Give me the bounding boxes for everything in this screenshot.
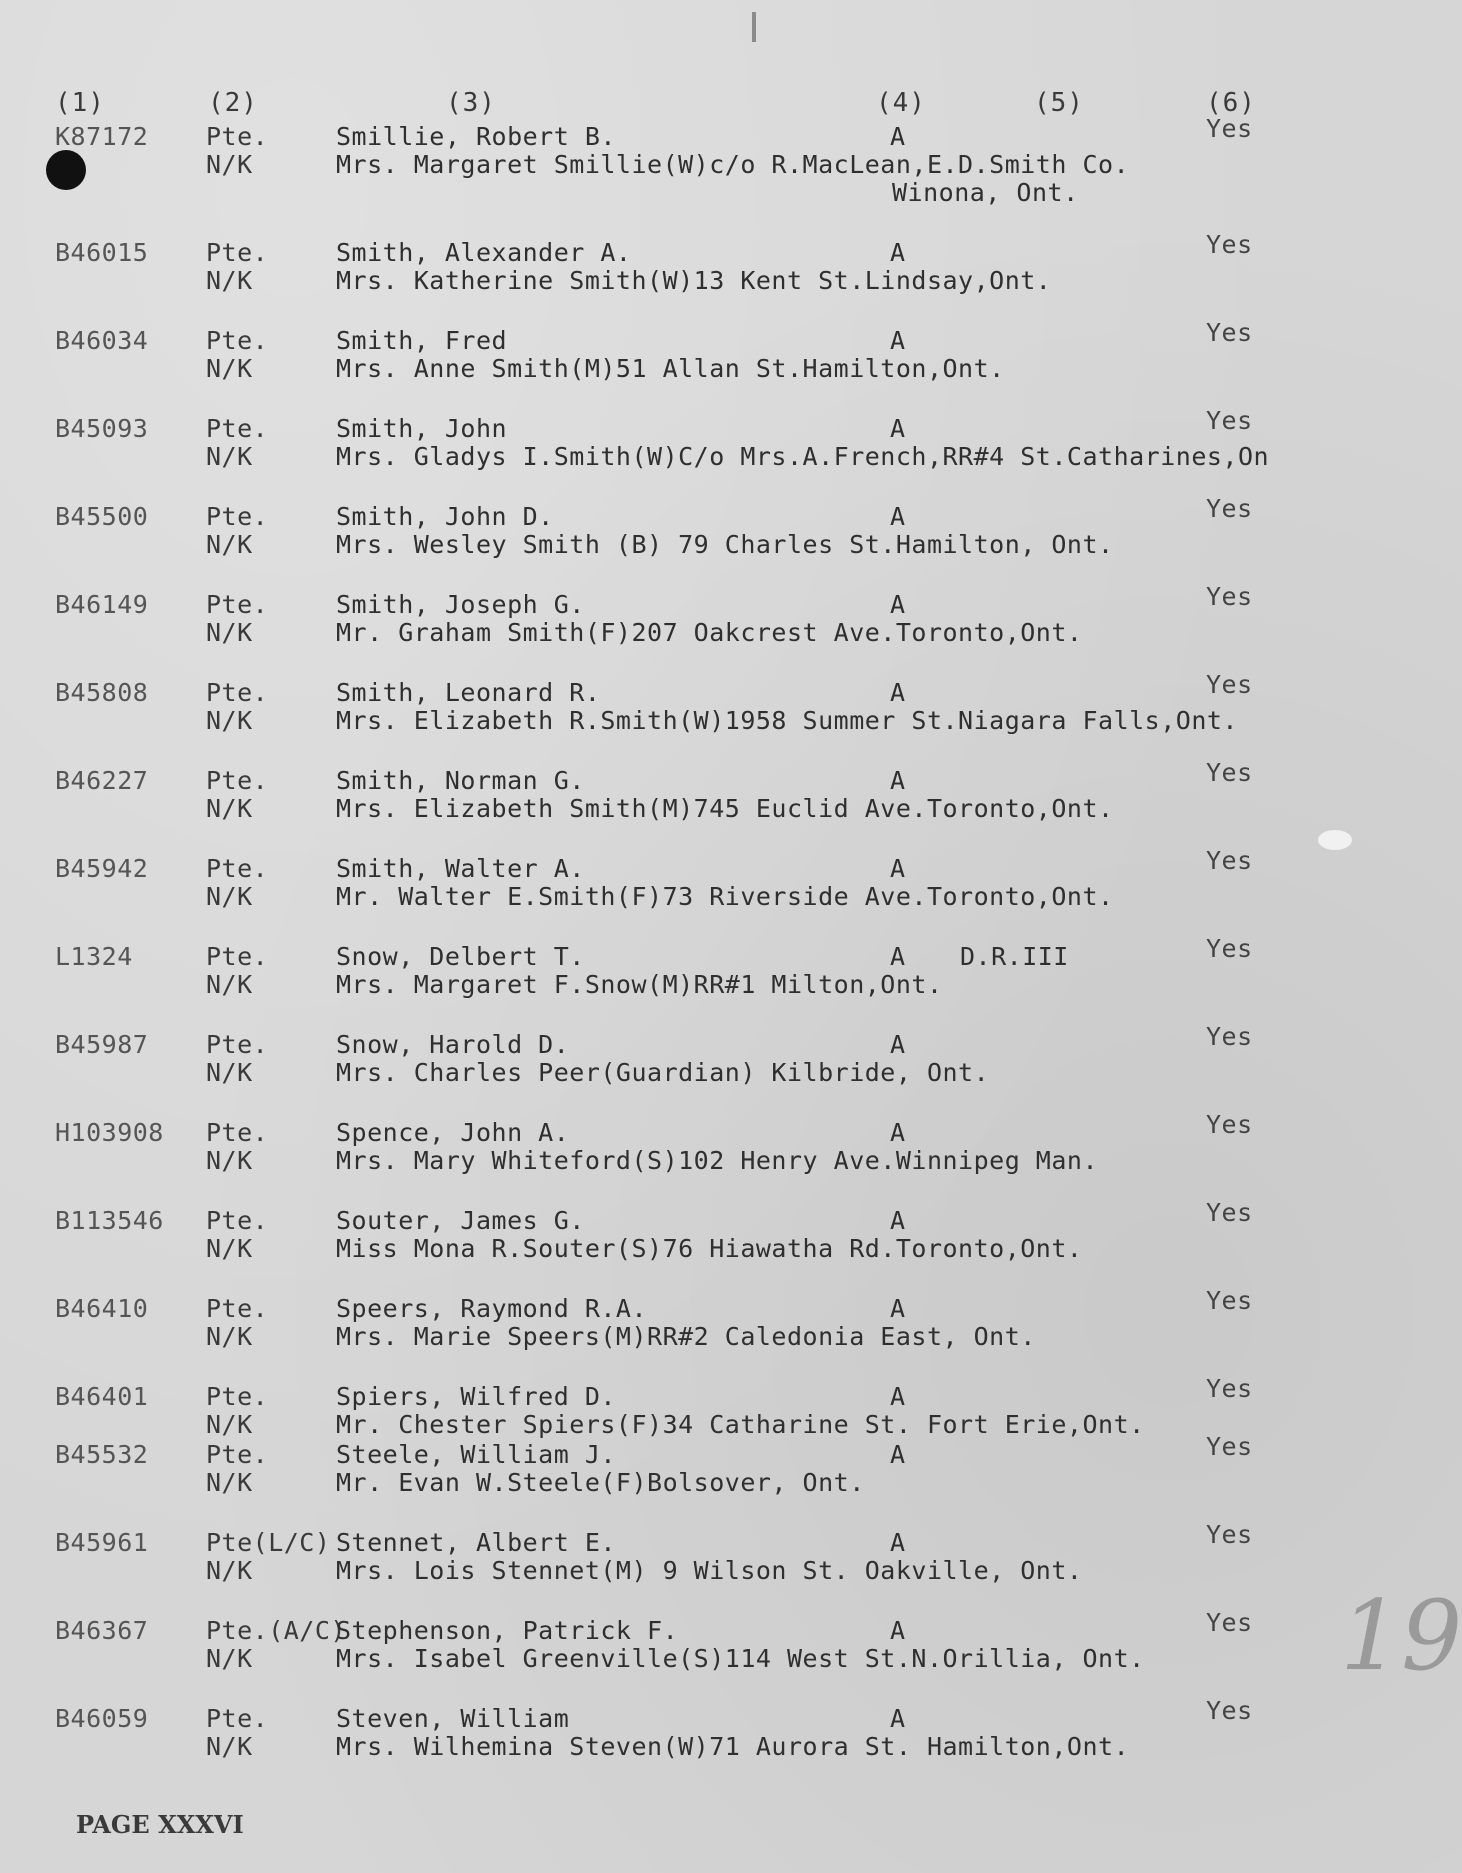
record-number: B46367 [55, 1616, 149, 1645]
record-name: Smith, Joseph G. [336, 590, 585, 619]
record-name: Smith, Alexander A. [336, 238, 632, 267]
record-kin-label: N/K [206, 354, 253, 383]
record-name: Stennet, Albert E. [336, 1528, 616, 1557]
record-rank: Pte.(A/C) [206, 1616, 346, 1645]
record-name: Steele, William J. [336, 1440, 616, 1469]
record-number: B46034 [55, 326, 149, 355]
record-row [0, 1432, 1422, 1510]
record-rank: Pte. [206, 1118, 269, 1147]
record-name: Souter, James G. [336, 1206, 585, 1235]
record-kin-label: N/K [206, 794, 253, 823]
record-kin-label: N/K [206, 970, 253, 999]
record-status: Yes [1206, 494, 1253, 523]
record-category: A [890, 1118, 906, 1147]
record-name: Smith, Norman G. [336, 766, 585, 795]
record-name: Smillie, Robert B. [336, 122, 616, 151]
record-name: Stephenson, Patrick F. [336, 1616, 679, 1645]
record-category: A [890, 1528, 906, 1557]
record-row [0, 230, 1422, 308]
record-row [0, 1110, 1422, 1188]
record-rank: Pte. [206, 854, 269, 883]
record-name: Spence, John A. [336, 1118, 570, 1147]
record-next-of-kin: Mrs. Lois Stennet(M) 9 Wilson St. Oakville, Ont. [336, 1556, 1083, 1585]
page-label: PAGE XXXVI [76, 1810, 244, 1839]
record-rank: Pte. [206, 122, 269, 151]
record-number: B45961 [55, 1528, 149, 1557]
record-status: Yes [1206, 1374, 1253, 1403]
record-rank: Pte. [206, 942, 269, 971]
record-name: Spiers, Wilfred D. [336, 1382, 616, 1411]
record-status: Yes [1206, 1022, 1253, 1051]
record-next-of-kin: Mrs. Margaret Smillie(W)c/o R.MacLean,E.D.Smith Co. [336, 150, 1130, 179]
record-next-of-kin-cont: Winona, Ont. [892, 178, 1079, 207]
record-next-of-kin: Mrs. Isabel Greenville(S)114 West St.N.Orillia, Ont. [336, 1644, 1145, 1673]
record-kin-label: N/K [206, 1468, 253, 1497]
record-number: B46149 [55, 590, 149, 619]
record-name: Smith, Leonard R. [336, 678, 601, 707]
record-kin-label: N/K [206, 1234, 253, 1263]
record-kin-label: N/K [206, 1322, 253, 1351]
record-rank: Pte. [206, 414, 269, 443]
record-rank: Pte. [206, 238, 269, 267]
record-next-of-kin: Miss Mona R.Souter(S)76 Hiawatha Rd.Toronto,Ont. [336, 1234, 1083, 1263]
record-category: A [890, 1206, 906, 1235]
record-rank: Pte. [206, 1030, 269, 1059]
record-status: Yes [1206, 934, 1253, 963]
record-status: Yes [1206, 846, 1253, 875]
record-rank: Pte. [206, 502, 269, 531]
record-name: Smith, Fred [336, 326, 508, 355]
record-kin-label: N/K [206, 1556, 253, 1585]
record-status: Yes [1206, 406, 1253, 435]
record-category: A [890, 1382, 906, 1411]
record-next-of-kin: Mrs. Elizabeth Smith(M)745 Euclid Ave.Toronto,Ont. [336, 794, 1114, 823]
record-category: A [890, 942, 906, 971]
record-number: B45532 [55, 1440, 149, 1469]
record-number: B45500 [55, 502, 149, 531]
record-rank: Pte. [206, 590, 269, 619]
record-row [0, 1022, 1422, 1100]
record-next-of-kin: Mr. Walter E.Smith(F)73 Riverside Ave.Toronto,Ont. [336, 882, 1114, 911]
record-name: Speers, Raymond R.A. [336, 1294, 648, 1323]
record-kin-label: N/K [206, 618, 253, 647]
record-rank: Pte(L/C) [206, 1528, 331, 1557]
record-row [0, 934, 1422, 1012]
record-number: L1324 [55, 942, 133, 971]
record-column-5: D.R.III [960, 942, 1069, 971]
record-category: A [890, 1704, 906, 1733]
record-kin-label: N/K [206, 266, 253, 295]
record-row [0, 318, 1422, 396]
record-status: Yes [1206, 582, 1253, 611]
record-row [0, 1608, 1422, 1686]
record-category: A [890, 122, 906, 151]
record-number: B46015 [55, 238, 149, 267]
record-rank: Pte. [206, 1704, 269, 1733]
record-rank: Pte. [206, 1382, 269, 1411]
record-status: Yes [1206, 670, 1253, 699]
record-next-of-kin: Mrs. Anne Smith(M)51 Allan St.Hamilton,Ont. [336, 354, 1005, 383]
margin-page-number: 19 [1340, 1580, 1462, 1692]
record-row [0, 758, 1422, 836]
record-name: Snow, Delbert T. [336, 942, 585, 971]
record-category: A [890, 1616, 906, 1645]
record-number: B46410 [55, 1294, 149, 1323]
column-header-2: (2) [208, 88, 258, 118]
record-name: Snow, Harold D. [336, 1030, 570, 1059]
record-category: A [890, 238, 906, 267]
record-rank: Pte. [206, 326, 269, 355]
record-next-of-kin: Mr. Evan W.Steele(F)Bolsover, Ont. [336, 1468, 865, 1497]
record-category: A [890, 326, 906, 355]
record-row [0, 1198, 1422, 1276]
column-header-1: (1) [55, 88, 105, 118]
record-next-of-kin: Mrs. Mary Whiteford(S)102 Henry Ave.Winnipeg Man. [336, 1146, 1099, 1175]
record-status: Yes [1206, 1432, 1253, 1461]
record-row [0, 582, 1422, 660]
record-status: Yes [1206, 318, 1253, 347]
record-next-of-kin: Mrs. Elizabeth R.Smith(W)1958 Summer St.Niagara Falls,Ont. [336, 706, 1238, 735]
record-kin-label: N/K [206, 442, 253, 471]
record-kin-label: N/K [206, 706, 253, 735]
record-category: A [890, 1294, 906, 1323]
record-row [0, 494, 1422, 572]
record-kin-label: N/K [206, 882, 253, 911]
record-status: Yes [1206, 230, 1253, 259]
record-category: A [890, 502, 906, 531]
record-status: Yes [1206, 1110, 1253, 1139]
record-status: Yes [1206, 758, 1253, 787]
record-next-of-kin: Mrs. Marie Speers(M)RR#2 Caledonia East, Ont. [336, 1322, 1036, 1351]
record-number: B45093 [55, 414, 149, 443]
record-row [0, 670, 1422, 748]
record-status: Yes [1206, 1520, 1253, 1549]
record-number: B46401 [55, 1382, 149, 1411]
record-status: Yes [1206, 114, 1253, 143]
record-name: Smith, John D. [336, 502, 554, 531]
record-category: A [890, 854, 906, 883]
record-row [0, 1696, 1422, 1774]
record-row [0, 1520, 1422, 1598]
record-number: H103908 [55, 1118, 164, 1147]
record-kin-label: N/K [206, 530, 253, 559]
record-next-of-kin: Mrs. Charles Peer(Guardian) Kilbride, Ont. [336, 1058, 990, 1087]
punch-mark [752, 12, 756, 42]
record-status: Yes [1206, 1608, 1253, 1637]
record-next-of-kin: Mrs. Wesley Smith (B) 79 Charles St.Hamilton, Ont. [336, 530, 1114, 559]
record-kin-label: N/K [206, 150, 253, 179]
record-next-of-kin: Mrs. Katherine Smith(W)13 Kent St.Lindsay,Ont. [336, 266, 1052, 295]
record-next-of-kin: Mrs. Gladys I.Smith(W)C/o Mrs.A.French,RR#4 St.Catharines,On [336, 442, 1270, 471]
record-number: B46059 [55, 1704, 149, 1733]
record-next-of-kin: Mr. Chester Spiers(F)34 Catharine St. Fort Erie,Ont. [336, 1410, 1145, 1439]
record-rank: Pte. [206, 1294, 269, 1323]
record-status: Yes [1206, 1286, 1253, 1315]
record-rank: Pte. [206, 1440, 269, 1469]
record-kin-label: N/K [206, 1146, 253, 1175]
record-rank: Pte. [206, 766, 269, 795]
record-rank: Pte. [206, 1206, 269, 1235]
column-header-6: (6) [1206, 88, 1256, 118]
record-number: B113546 [55, 1206, 164, 1235]
record-status: Yes [1206, 1198, 1253, 1227]
record-row [0, 846, 1422, 924]
record-category: A [890, 1440, 906, 1469]
record-row [0, 114, 1422, 207]
record-next-of-kin: Mrs. Margaret F.Snow(M)RR#1 Milton,Ont. [336, 970, 943, 999]
record-category: A [890, 766, 906, 795]
record-rank: Pte. [206, 678, 269, 707]
record-kin-label: N/K [206, 1732, 253, 1761]
record-status: Yes [1206, 1696, 1253, 1725]
record-kin-label: N/K [206, 1410, 253, 1439]
record-number: B45942 [55, 854, 149, 883]
record-category: A [890, 678, 906, 707]
record-kin-label: N/K [206, 1644, 253, 1673]
column-header-4: (4) [876, 88, 926, 118]
record-name: Smith, John [336, 414, 508, 443]
record-category: A [890, 590, 906, 619]
record-row [0, 406, 1422, 484]
column-header-3: (3) [446, 88, 496, 118]
record-number: B45808 [55, 678, 149, 707]
record-number: B45987 [55, 1030, 149, 1059]
column-header-5: (5) [1034, 88, 1084, 118]
record-next-of-kin: Mrs. Wilhemina Steven(W)71 Aurora St. Hamilton,Ont. [336, 1732, 1130, 1761]
record-name: Smith, Walter A. [336, 854, 585, 883]
record-number: K87172 [55, 122, 149, 151]
record-category: A [890, 414, 906, 443]
record-kin-label: N/K [206, 1058, 253, 1087]
record-category: A [890, 1030, 906, 1059]
record-next-of-kin: Mr. Graham Smith(F)207 Oakcrest Ave.Toronto,Ont. [336, 618, 1083, 647]
record-row [0, 1286, 1422, 1364]
record-name: Steven, William [336, 1704, 570, 1733]
record-number: B46227 [55, 766, 149, 795]
